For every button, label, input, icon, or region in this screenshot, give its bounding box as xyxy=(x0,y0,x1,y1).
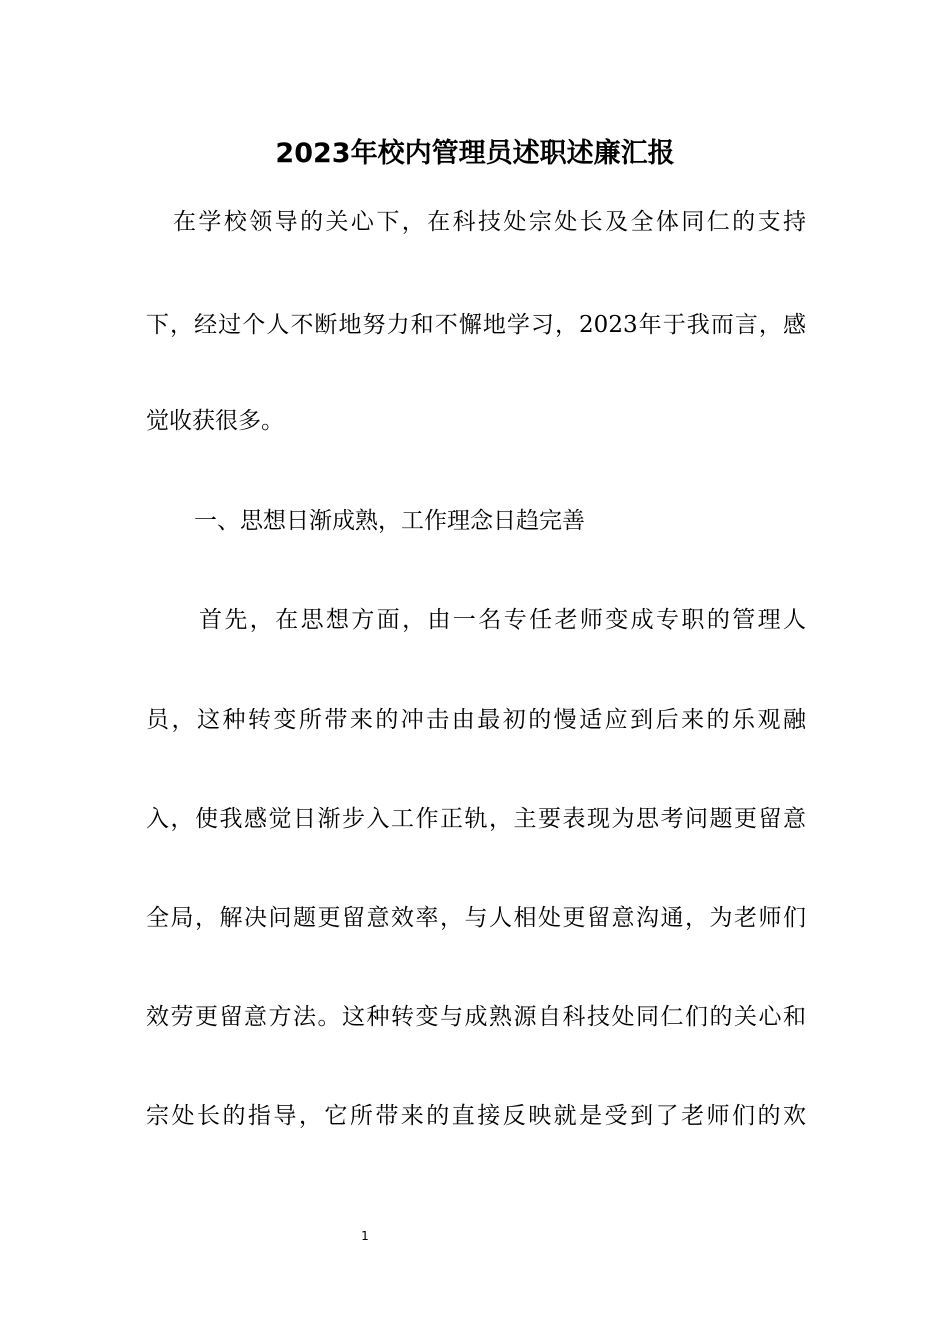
paragraph-line-3: 觉收获很多。 xyxy=(146,408,284,434)
document-title: 2023年校内管理员述职述廉汇报 xyxy=(275,138,675,169)
paragraph-line-8: 效劳更留意方法。这种转变与成熟源自科技处同仁们的关心和 xyxy=(146,1004,806,1030)
page-number: 1 xyxy=(361,1229,369,1243)
paragraph-line-5: 员，这种转变所带来的冲击由最初的慢适应到后来的乐观融 xyxy=(146,707,806,733)
paragraph-line-7: 全局，解决问题更留意效率，与人相处更留意沟通，为老师们 xyxy=(146,905,806,931)
paragraph-line-2: 下，经过个人不断地努力和不懈地学习，2023年于我而言，感 xyxy=(146,312,806,338)
paragraph-line-4: 首先，在思想方面，由一名专任老师变成专职的管理人 xyxy=(199,607,806,633)
paragraph-line-6: 入，使我感觉日渐步入工作正轨，主要表现为思考问题更留意 xyxy=(146,806,806,832)
paragraph-line-1: 在学校领导的关心下，在科技处宗处长及全体同仁的支持 xyxy=(173,209,806,235)
paragraph-line-9: 宗处长的指导，它所带来的直接反映就是受到了老师们的欢 xyxy=(146,1103,806,1129)
section-heading: 一、思想日渐成熟，工作理念日趋完善 xyxy=(194,508,585,534)
